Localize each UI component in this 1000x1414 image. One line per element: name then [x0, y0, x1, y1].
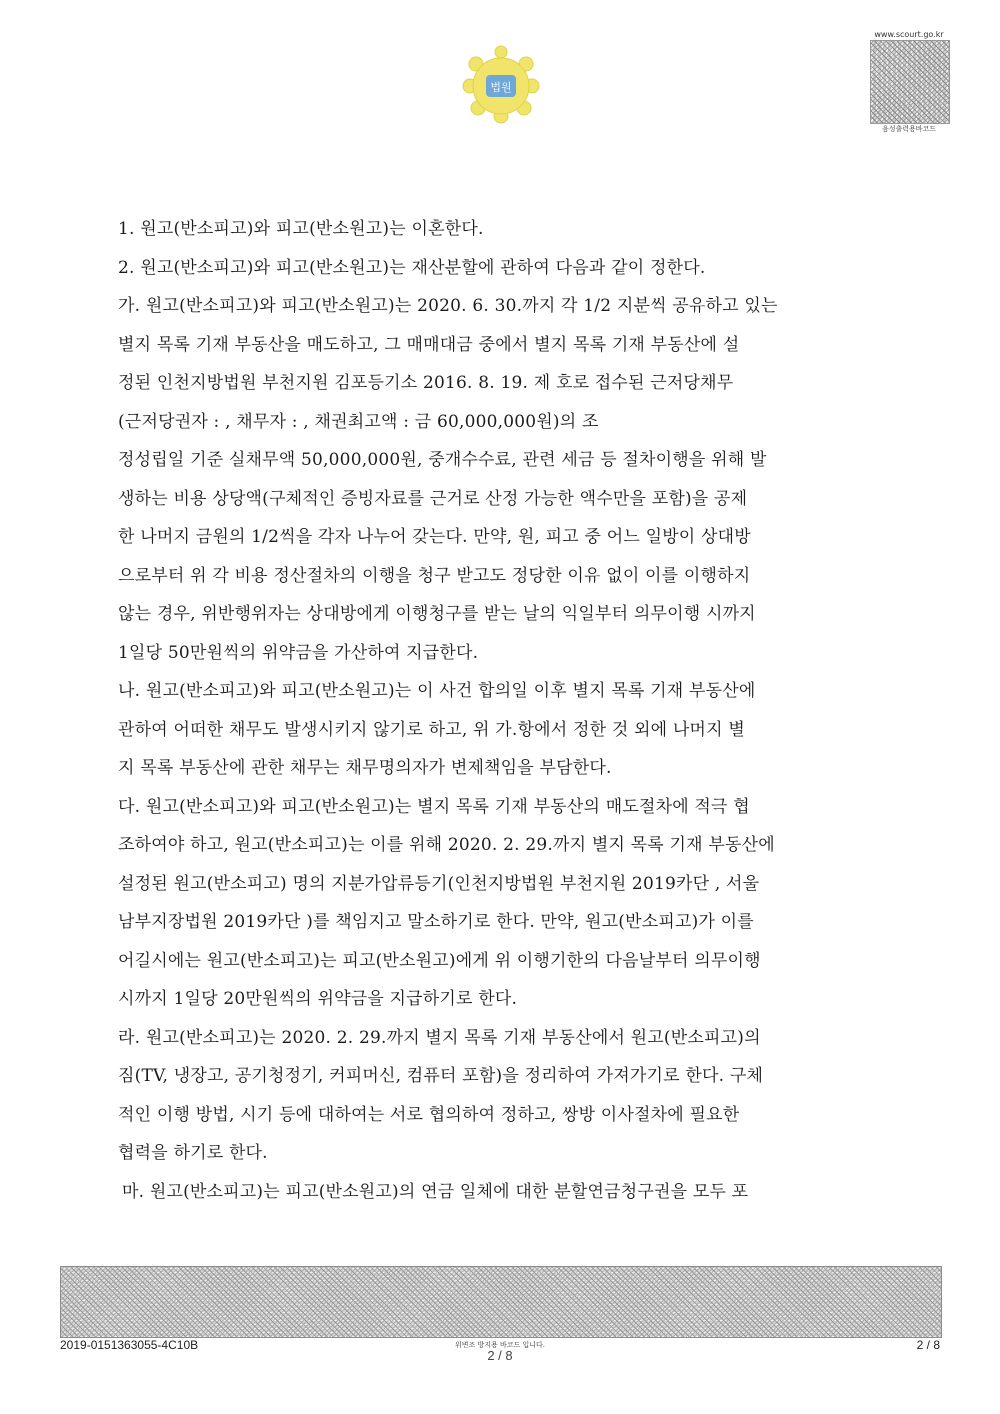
body-line-22: 라. 원고(반소피고)는 2020. 2. 29.까지 별지 목록 기재 부동산에서 원고(반소피고)의 [118, 1027, 761, 1048]
body-line-21: 시까지 1일당 20만원씩의 위약금을 지급하기로 한다. [118, 989, 518, 1009]
body-line-3: 가. 원고(반소피고)와 피고(반소원고)는 2020. 6. 30.까지 각 1/2 지분씩 공유하고 있는 [118, 296, 778, 316]
body-line-23: 짐(TV, 냉장고, 공기청정기, 커피머신, 컴퓨터 포함)을 정리하여 가져가기로 한다. 구체 [118, 1066, 764, 1086]
qr-code-icon [870, 40, 950, 124]
body-line-9: 한 나머지 금원의 1/2씩을 각자 나누어 갖는다. 만약, 원, 피고 중 어느 일방이 상대방 [118, 527, 751, 547]
court-emblem-icon [462, 40, 540, 132]
qr-code-block [866, 30, 952, 134]
body-line-15: 지 목록 부동산에 관한 채무는 채무명의자가 변제책임을 부담한다. [118, 758, 612, 778]
body-line-4: 별지 목록 기재 부동산을 매도하고, 그 매매대금 중에서 별지 목록 기재 부동산에 설 [118, 334, 740, 355]
body-line-7: 정성립일 기준 실채무액 50,000,000원, 중개수수료, 관련 세금 등 절차이행을 위해 발 [118, 450, 767, 470]
anti-forgery-barcode [60, 1266, 942, 1338]
body-line-17: 조하여야 하고, 원고(반소피고)는 이를 위해 2020. 2. 29.까지 별지 목록 기재 부동산에 [118, 835, 775, 855]
body-line-19: 남부지장법원 2019카단 )를 책임지고 말소하기로 한다. 만약, 원고(반소피고)가 이를 [118, 912, 754, 932]
body-line-5: 정된 인천지방법원 부천지원 김포등기소 2016. 8. 19. 제 호로 접수된 근저당채무 [118, 373, 734, 393]
body-line-1: 1. 원고(반소피고)와 피고(반소원고)는 이혼한다. [118, 219, 484, 239]
body-line-16: 다. 원고(반소피고)와 피고(반소원고)는 별지 목록 기재 부동산의 매도절차에 적극 협 [118, 796, 750, 817]
emblem-label: 법원 [490, 81, 512, 94]
body-line-20: 어길시에는 원고(반소피고)는 피고(반소원고)에게 위 이행기한의 다음날부터 의무이행 [118, 950, 761, 971]
body-line-12: 1일당 50만원씩의 위약금을 가산하여 지급한다. [118, 642, 479, 663]
body-line-6: (근저당권자 : , 채무자 : , 채권최고액 : 금 60,000,000원)의 조 [118, 411, 599, 432]
center-page-number: 2 / 8 [487, 1348, 513, 1363]
body-line-25: 협력을 하기로 한다. [118, 1143, 268, 1163]
qr-caption: 음성출력용바코드 [881, 125, 937, 133]
document-id: 2019-0151363055-4C10B [60, 1338, 199, 1352]
qr-url: www.scourt.go.kr [874, 30, 944, 39]
body-line-24: 적인 이행 방법, 시기 등에 대하여는 서로 협의하여 정하고, 쌍방 이사절차에 필요한 [118, 1104, 740, 1125]
body-line-14: 관하여 어떠한 채무도 발생시키지 않기로 하고, 위 가.항에서 정한 것 외에 나머지 별 [118, 719, 745, 740]
body-line-8: 생하는 비용 상당액(구체적인 증빙자료를 근거로 산정 가능한 액수만을 포함)을 공제 [118, 488, 748, 509]
body-line-18: 설정된 원고(반소피고) 명의 지분가압류등기(인천지방법원 부천지원 2019카단 , 서울 [118, 873, 760, 894]
body-line-10: 으로부터 위 각 비용 정산절차의 이행을 청구 받고도 정당한 이유 없이 이를 이행하지 [118, 565, 751, 586]
body-line-13: 나. 원고(반소피고)와 피고(반소원고)는 이 사건 합의일 이후 별지 목록 기재 부동산에 [118, 681, 756, 701]
document-body [118, 210, 888, 1211]
court-emblem [462, 40, 540, 132]
barcode-note: 위변조 방지용 바코드 입니다. [454, 1341, 546, 1349]
body-line-2: 2. 원고(반소피고)와 피고(반소원고)는 재산분할에 관하여 다음과 같이 정한다. [118, 257, 706, 278]
page-number: 2 / 8 [916, 1338, 940, 1352]
body-line-26: 마. 원고(반소피고)는 피고(반소원고)의 연금 일체에 대한 분할연금청구권을 모두 포 [122, 1181, 749, 1202]
body-line-11: 않는 경우, 위반행위자는 상대방에게 이행청구를 받는 날의 익일부터 의무이행 시까지 [118, 604, 756, 624]
